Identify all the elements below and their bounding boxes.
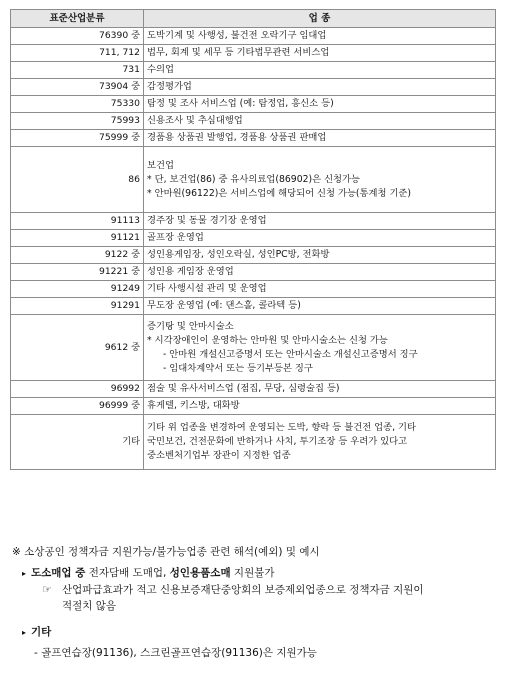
industry-description [144, 79, 496, 96]
description-line: 도박기계 및 사행성, 불건전 오락기구 임대업 [147, 30, 327, 41]
excluded-industries-table [10, 9, 496, 470]
table-row [11, 130, 496, 147]
industry-code: 9612 중 [11, 315, 144, 381]
industry-code: 91121 [11, 230, 144, 247]
table-row [11, 381, 496, 398]
industry-description [144, 113, 496, 130]
table-row [11, 62, 496, 79]
note-wholesale-suffix: 지원불가 [230, 567, 275, 579]
table-row [11, 45, 496, 62]
industry-code: 73904 중 [11, 79, 144, 96]
description-line: 수의업 [147, 64, 174, 75]
note-wholesale-detail-1: 산업파급효과가 적고 신용보증재단중앙회의 보증제외업종으로 정책자금 지원이 [62, 584, 424, 596]
table-row [11, 315, 496, 381]
note-other-detail: - 골프연습장(91136), 스크린골프연습장(91136)은 지원가능 [34, 647, 317, 659]
note-wholesale-detail [12, 582, 497, 598]
note-section-wholesale [12, 565, 497, 582]
industry-description [144, 298, 496, 315]
header-desc: 업 종 [144, 10, 496, 28]
description-line: 경품용 상품권 발행업, 경품용 상품권 판매업 [147, 132, 327, 143]
description-line: 기타 사행시설 관리 및 운영업 [147, 283, 267, 294]
industry-description [144, 62, 496, 79]
industry-code: 75999 중 [11, 130, 144, 147]
industry-description [144, 247, 496, 264]
industry-description [144, 28, 496, 45]
note-wholesale-mid: 전자담배 도매업, [85, 567, 170, 579]
table-row [11, 147, 496, 213]
description-line: - 임대차계약서 또는 등기부등본 징구 [163, 362, 313, 374]
industry-description [144, 315, 496, 381]
table-row [11, 415, 496, 470]
industry-code: 96992 [11, 381, 144, 398]
table-row [11, 113, 496, 130]
industry-description [144, 281, 496, 298]
description-line: * 단, 보건업(86) 중 유사의료업(86902)은 신청가능 [147, 173, 361, 185]
industry-description [144, 130, 496, 147]
industry-code: 76390 중 [11, 28, 144, 45]
note-wholesale-bold: 성인용품소매 [169, 567, 231, 579]
industry-code: 91249 [11, 281, 144, 298]
description-line: * 안마원(96122)은 서비스업에 해당되어 신청 가능(통계청 기준) [147, 187, 412, 199]
table-row [11, 398, 496, 415]
industry-code: 731 [11, 62, 144, 79]
description-line: 기타 위 업종을 변경하여 운영되는 도박, 향락 등 불건전 업종, 기타 [147, 422, 416, 433]
table-row [11, 213, 496, 230]
notes-section [12, 544, 497, 661]
industry-code: 9122 중 [11, 247, 144, 264]
description-line: 휴게텔, 키스방, 대화방 [147, 400, 240, 411]
header-code: 표준산업분류 [11, 10, 144, 28]
table-row [11, 96, 496, 113]
industry-description [144, 45, 496, 62]
description-line: 국민보건, 건전문화에 반하거나 사치, 투기조장 등 우려가 있다고 [147, 436, 408, 447]
pointing-hand-icon: ☞ [42, 583, 52, 596]
description-line: * 시각장애인이 운영하는 안마원 및 안마시술소는 신청 가능 [147, 334, 388, 346]
description-line: 신용조사 및 추심대행업 [147, 115, 243, 126]
industry-code: 91291 [11, 298, 144, 315]
table-header-row [11, 10, 496, 28]
table-row [11, 79, 496, 96]
triangle-bullet-icon: ▸ [22, 569, 27, 578]
industry-code: 86 [11, 147, 144, 213]
note-wholesale-detail-2: 적절치 않음 [62, 600, 117, 612]
description-line: 점술 및 유사서비스업 (점집, 무당, 심령술집 등) [147, 383, 340, 394]
note-other-title: 기타 [31, 626, 52, 638]
description-line: 중소벤처기업부 장관이 지정한 업종 [147, 450, 291, 461]
description-line: 무도장 운영업 (예: 댄스홀, 콜라텍 등) [147, 300, 301, 311]
industry-description [144, 96, 496, 113]
table-row [11, 264, 496, 281]
note-section-other [12, 624, 497, 641]
table-row [11, 28, 496, 45]
industry-code: 75330 [11, 96, 144, 113]
description-line: - 안마원 개설신고증명서 또는 안마시술소 개설신고증명서 징구 [163, 348, 418, 360]
table-row [11, 298, 496, 315]
industry-code: 711, 712 [11, 45, 144, 62]
description-line: 성인용 게임장 운영업 [147, 266, 234, 277]
notes-heading: ※ 소상공인 정책자금 지원가능/불가능업종 관련 해석(예외) 및 예시 [12, 546, 320, 558]
table-body [11, 28, 496, 470]
industry-description [144, 147, 496, 213]
description-line: 증기탕 및 안마시술소 [147, 320, 234, 332]
industry-code: 96999 중 [11, 398, 144, 415]
industry-code: 91113 [11, 213, 144, 230]
triangle-bullet-icon: ▸ [22, 628, 27, 637]
description-line: 성인용게임장, 성인오락실, 성인PC방, 전화방 [147, 249, 330, 260]
description-line: 경주장 및 동물 경기장 운영업 [147, 215, 267, 226]
description-line: 보건업 [147, 159, 174, 171]
description-line: 탐정 및 조사 서비스업 (예: 탐정업, 흥신소 등) [147, 98, 334, 109]
table-row [11, 230, 496, 247]
industry-description [144, 398, 496, 415]
industry-code: 91221 중 [11, 264, 144, 281]
description-line: 감정평가업 [147, 81, 192, 92]
industry-description [144, 381, 496, 398]
note-wholesale-prefix: 도소매업 중 [31, 567, 86, 579]
industry-description [144, 230, 496, 247]
table-row [11, 247, 496, 264]
description-line: 법무, 회계 및 세무 등 기타법무관련 서비스업 [147, 47, 330, 58]
industry-description [144, 264, 496, 281]
industry-code: 기타 [11, 415, 144, 470]
industry-description [144, 213, 496, 230]
industry-description [144, 415, 496, 470]
table-row [11, 281, 496, 298]
description-line: 골프장 운영업 [147, 232, 204, 243]
industry-code: 75993 [11, 113, 144, 130]
